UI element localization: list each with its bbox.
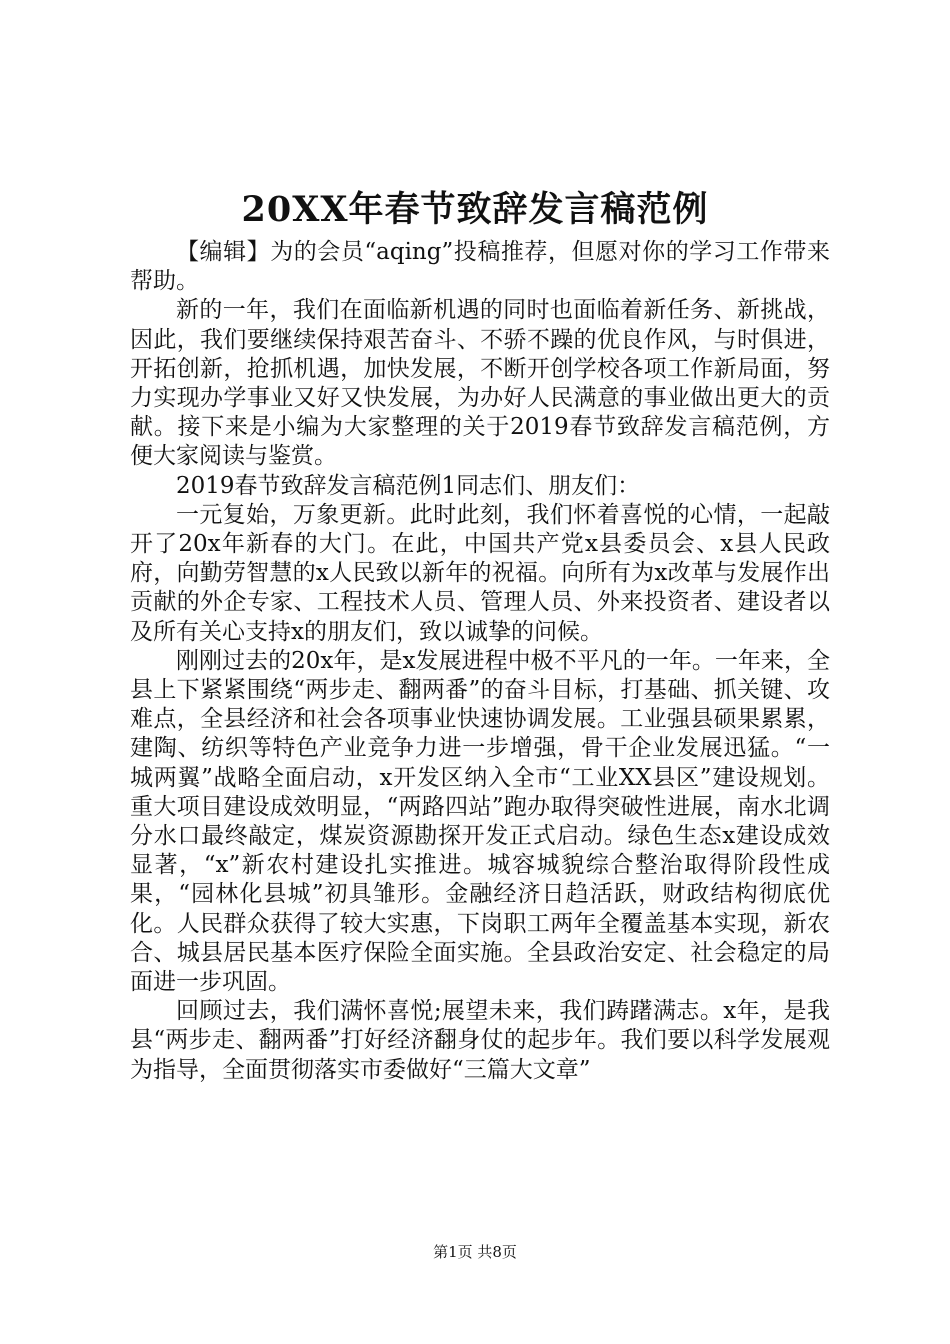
paragraph-intro: 新的一年，我们在面临新机遇的同时也面临着新任务、新挑战，因此，我们要继续保持艰苦奋斗、不骄不躁的优良作风，与时俱进，开拓创新，抢抓机遇，加快发展，不断开创学校各项工作新局面，努力实现办学事业又好又快发展，为办好人民满意的事业做出更大的贡献。接下来是小编为大家整理的关于2019春节致辞发言稿范例，方便大家阅读与鉴赏。 (130, 297, 830, 470)
document-title: 20XX年春节致辞发言稿范例 (241, 189, 709, 230)
page-footer: 第1页 共8页 (433, 1243, 517, 1261)
paragraph-outlook: 回顾过去，我们满怀喜悦;展望未来，我们踌躇满志。x年，是我县“两步走、翻两番”打好经济翻身仗的起步年。我们要以科学发展观为指导，全面贯彻落实市委做好“三篇大文章” (130, 998, 830, 1083)
paragraph-new-year: 一元复始，万象更新。此时此刻，我们怀着喜悦的心情，一起敲开了20x年新春的大门。在此，中国共产党x县委员会、x县人民政府，向勤劳智慧的x人民致以新年的祝福。向所有为x改革与发展作出贡献的外企专家、工程技术人员、管理人员、外来投资者、建设者以及所有关心支持x的朋友们，致以诚挚的问候。 (130, 501, 830, 645)
paragraph-example-heading: 2019春节致辞发言稿范例1同志们、朋友们： (176, 472, 641, 499)
paragraph-editor-note: 【编辑】为的会员“aqing”投稿推荐，但愿对你的学习工作带来帮助。 (130, 239, 830, 295)
paragraph-review: 刚刚过去的20x年，是x发展进程中极不平凡的一年。一年来，全县上下紧紧围绕“两步走、翻两番”的奋斗目标，打基础、抓关键、攻难点，全县经济和社会各项事业快速协调发展。工业强县硕果累累，建陶、纺织等特色产业竞争力进一步增强，骨干企业发展迅猛。“一城两翼”战略全面启动，x开发区纳入全市“工业XX县区”建设规划。重大项目建设成效明显，“两路四站”跑办取得突破性进展，南水北调分水口最终敲定，煤炭资源勘探开发正式启动。绿色生态x建设成效显著，“x”新农村建设扎实推进。城容城貌综合整治取得阶段性成果，“园林化县城”初具雏形。金融经济日趋活跃，财政结构彻底优化。人民群众获得了较大实惠，下岗职工两年全覆盖基本实现，新农合、城县居民基本医疗保险全面实施。全县政治安定、社会稳定的局面进一步巩固。 (130, 647, 830, 996)
document-body (130, 238, 830, 1085)
